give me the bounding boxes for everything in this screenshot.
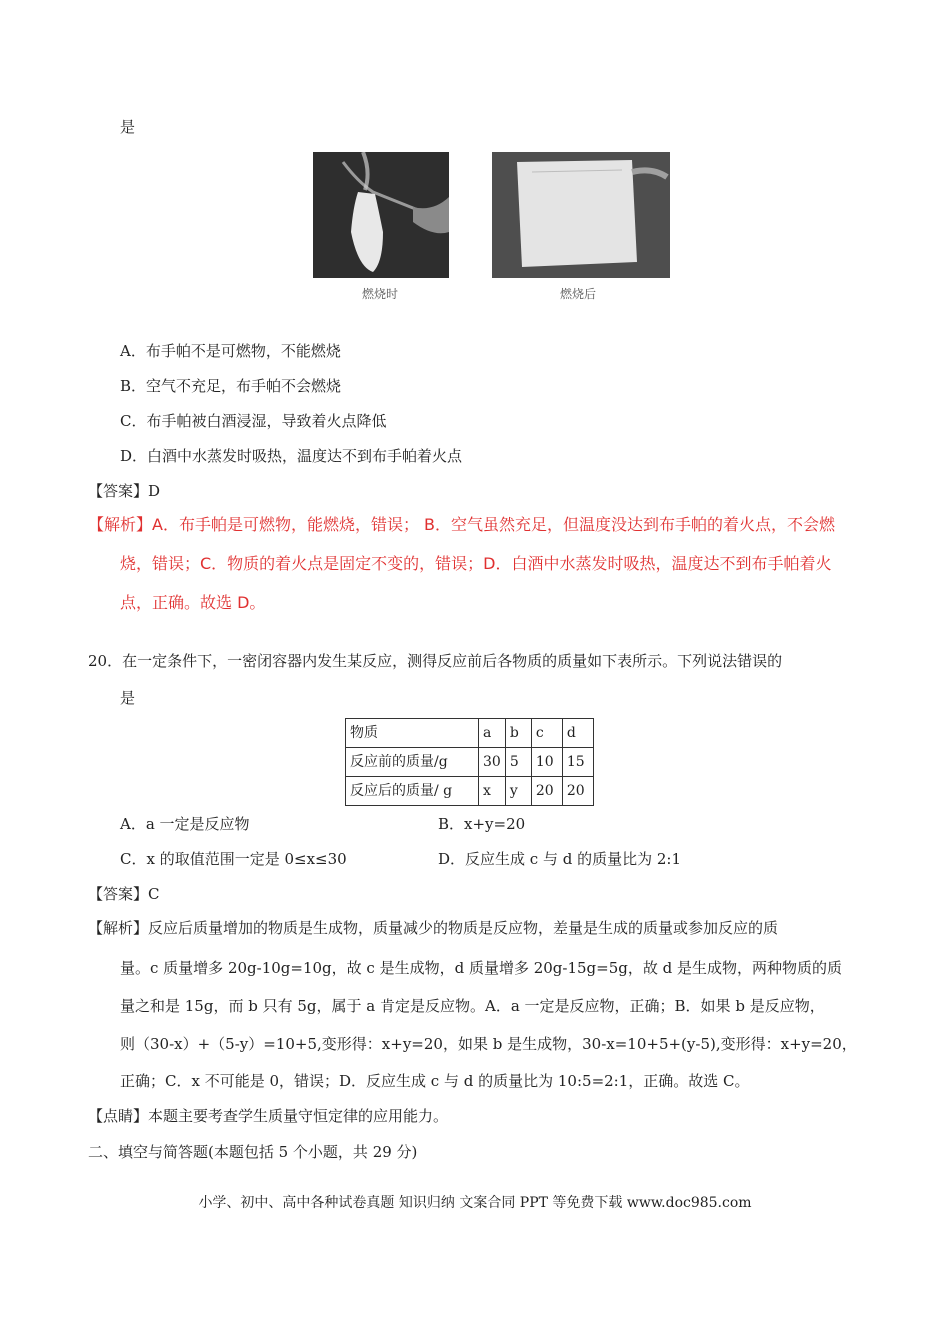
q19-stem-tail: 是 xyxy=(120,118,136,136)
q19-analysis-line-3: 点，正确。故选 D。 xyxy=(120,593,266,612)
q20-analysis-line-1: 【解析】反应后质量增加的物质是生成物，质量减少的物质是反应物，差量是生成的质量或参加反应的质 xyxy=(88,919,779,937)
table-cell: x xyxy=(479,777,506,806)
figure-caption-burning: 燃烧时 xyxy=(362,287,399,301)
table-cell: 反应前的质量/g xyxy=(346,748,479,777)
q19-analysis-line-1: 【解析】A．布手帕是可燃物，能燃烧，错误； B．空气虽然充足，但温度没达到布手帕的着火点，不会燃 xyxy=(88,515,836,534)
table-cell: 反应后的质量/ g xyxy=(346,777,479,806)
after-burning-photo xyxy=(492,152,670,278)
table-cell: 15 xyxy=(562,748,593,777)
q19-option-d: D．白酒中水蒸发时吸热，温度达不到布手帕着火点 xyxy=(120,447,463,465)
page-footer: 小学、初中、高中各种试卷真题 知识归纳 文案合同 PPT 等免费下载 www.doc985.com xyxy=(198,1195,752,1211)
q19-analysis-line-2: 烧，错误；C．物质的着火点是固定不变的，错误；D．白酒中水蒸发时吸热，温度达不到布手帕着火 xyxy=(120,554,832,573)
table-cell: d xyxy=(562,719,593,748)
q20-option-a: A．a 一定是反应物 xyxy=(120,815,250,833)
table-cell: 20 xyxy=(531,777,562,806)
table-cell: 物质 xyxy=(346,719,479,748)
table-cell: c xyxy=(531,719,562,748)
q20-analysis-line-5: 正确；C．x 不可能是 0，错误；D．反应生成 c 与 d 的质量比为 10:5=2:1，正确。故选 C。 xyxy=(120,1072,750,1090)
q20-option-d: D．反应生成 c 与 d 的质量比为 2:1 xyxy=(438,850,682,868)
q19-answer: 【答案】D xyxy=(88,482,161,500)
table-cell: b xyxy=(505,719,531,748)
q20-stem-line-1: 20．在一定条件下，一密闭容器内发生某反应，测得反应前后各物质的质量如下表所示。下列说法错误的 xyxy=(88,652,783,670)
q20-stem-line-2: 是 xyxy=(120,689,136,707)
q20-answer: 【答案】C xyxy=(88,885,160,903)
q20-analysis-line-3: 量之和是 15g，而 b 只有 5g，属于 a 肯定是反应物。A．a 一定是反应物，正确；B．如果 b 是反应物， xyxy=(120,997,825,1015)
burning-handkerchief-photo xyxy=(313,152,449,278)
q19-option-b: B．空气不充足，布手帕不会燃烧 xyxy=(120,377,342,395)
section-heading: 二、填空与简答题(本题包括 5 个小题，共 29 分) xyxy=(88,1143,418,1161)
figure-caption-after: 燃烧后 xyxy=(560,287,597,301)
q19-option-a: A．布手帕不是可燃物，不能燃烧 xyxy=(120,342,341,360)
q20-analysis-line-2: 量。c 质量增多 20g-10g=10g，故 c 是生成物，d 质量增多 20g-15g=5g，故 d 是生成物，两种物质的质 xyxy=(120,959,843,977)
table-cell: 10 xyxy=(531,748,562,777)
q20-option-b: B．x+y=20 xyxy=(438,815,526,833)
q20-option-c: C．x 的取值范围一定是 0≤x≤30 xyxy=(120,850,347,868)
table-cell: a xyxy=(479,719,506,748)
table-row xyxy=(346,777,594,806)
q20-comment: 【点睛】本题主要考查学生质量守恒定律的应用能力。 xyxy=(88,1107,449,1125)
q19-option-c: C．布手帕被白酒浸湿，导致着火点降低 xyxy=(120,412,387,430)
table-cell: 20 xyxy=(562,777,593,806)
q20-analysis-line-4: 则（30-x）+（5-y）=10+5,变形得：x+y=20，如果 b 是生成物，30-x=10+5+(y-5),变形得：x+y=20， xyxy=(120,1035,857,1053)
table-cell: 5 xyxy=(505,748,531,777)
table-row xyxy=(346,719,594,748)
table-cell: y xyxy=(505,777,531,806)
table-cell: 30 xyxy=(479,748,506,777)
table-row xyxy=(346,748,594,777)
mass-table xyxy=(345,718,594,806)
